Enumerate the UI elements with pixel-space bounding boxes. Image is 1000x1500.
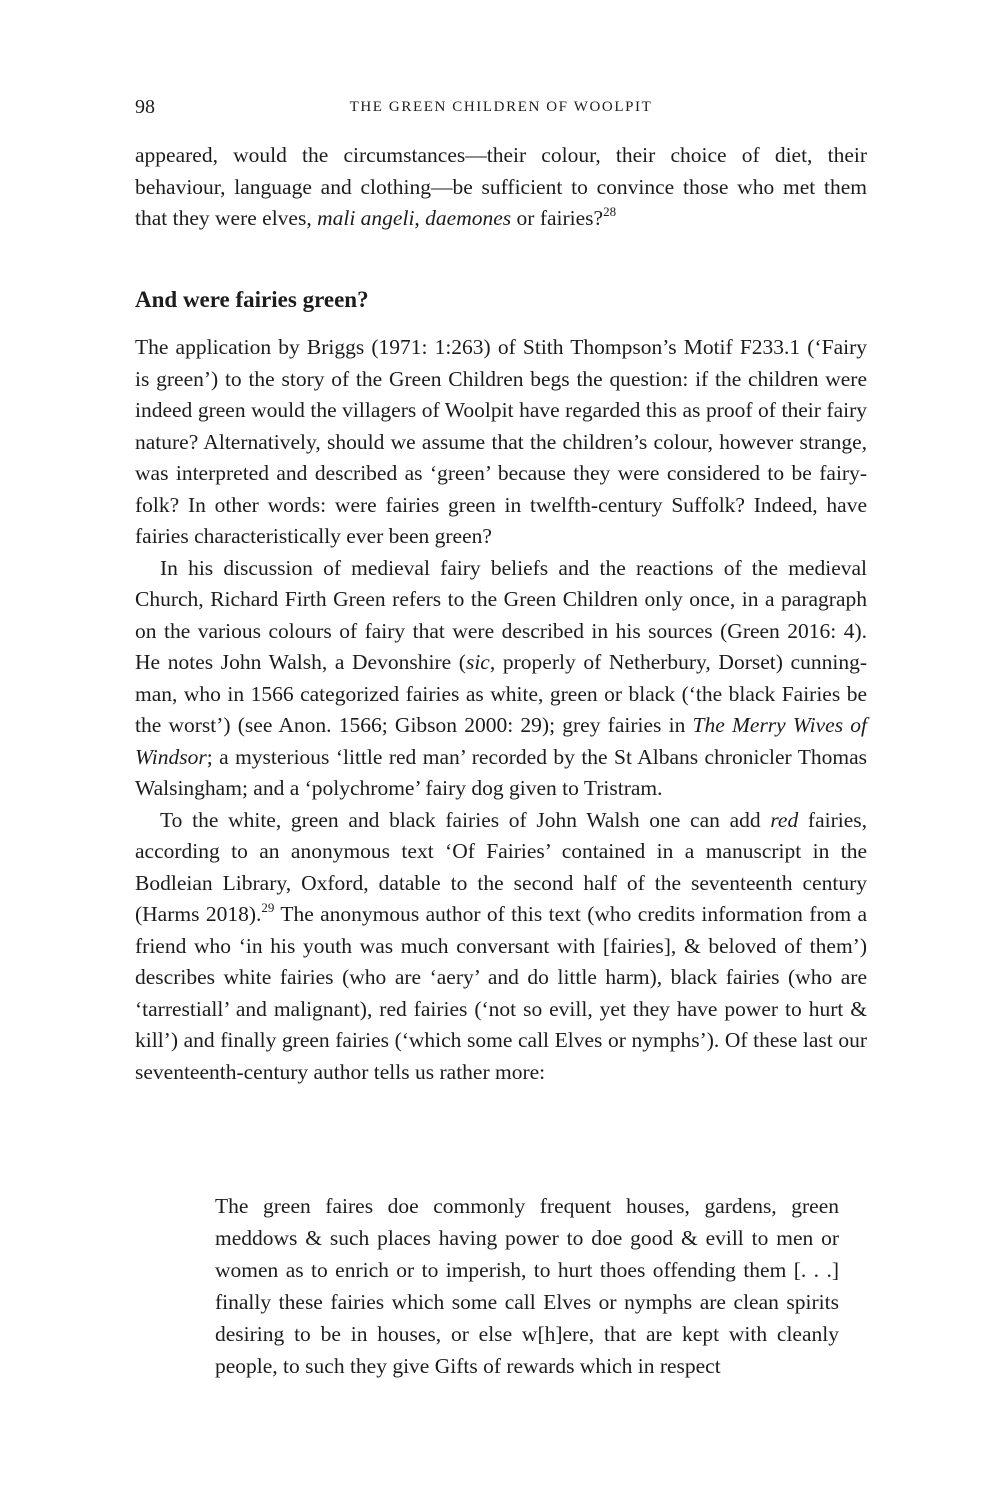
- paragraph-3: [135, 805, 867, 1089]
- footnote-ref-28: 28: [603, 204, 617, 219]
- opening-italic-1: mali angeli: [317, 206, 415, 230]
- paragraph-2-text-3: ; a mysterious ‘little red man’ recorded by the St Albans chronicler Thomas Walsingham; and a ‘polychrome’ fairy dog given to Tristram.: [135, 744, 867, 800]
- paragraph-2-text-1: In his discussion of medieval fairy beliefs and the reactions of the medieval Church, Richard Firth Green refers to the Green Children only once, in a paragraph on the various colours of fairy that were described in his sources (Green 2016: 4). He notes John Walsh, a Devonshire (: [135, 555, 867, 674]
- footnote-ref-29: 29: [261, 900, 275, 915]
- paragraph-1: The application by Briggs (1971: 1:263) of Stith Thompson’s Motif F233.1 (‘Fairy is green’) to the story of the Green Children begs the question: if the children were indeed green would the villagers of Woolpit have regarded this as proof of their fairy nature? Alternatively, should we assume that the children’s colour, however strange, was interpreted and described as ‘green’ because they were considered to be fairy-folk? In other words: were fairies green in twelfth-century Suffolk? Indeed, have fairies characteristically ever been green?: [135, 335, 867, 548]
- main-text: [135, 332, 867, 1088]
- paragraph-2-text-2: , properly of Netherbury, Dorset) cunning-man, who in 1566 categorized fairies as white, green or black (‘the black Fairies be the worst’) (see Anon. 1566; Gibson 2000: 29); grey fairies in: [135, 650, 867, 737]
- paragraph-2-italic-title: The Merry Wives of Windsor: [135, 713, 867, 769]
- paragraph-3-text-3: The anonymous author of this text (who credits information from a friend who ‘in his youth was much conversant with [fairies], & beloved of them’) describes white fairies (who are ‘aery’ and do little harm), black fairies (who are ‘tarrestiall’ and malignant), red fairies (‘not so evill, yet they have power to hurt & kill’) and finally green fairies (‘which some call Elves or nymphs’). Of these last our seventeenth-century author tells us rather more:: [135, 902, 867, 1084]
- opening-text-1: appeared, would the circumstances—their colour, their choice of diet, their behaviour, language and clothing—be sufficient to convince those who met them that they were elves,: [135, 143, 867, 230]
- block-quote-text: The green faires doe commonly frequent houses, gardens, green meddows & such places having power to doe good & evill to men or women as to enrich or to imperish, to hurt thoes offending them [. . .] finally these fairies which some call Elves or nymphs are clean spirits desiring to be in houses, or else w[h]ere, that are kept with cleanly people, to such they give Gifts of rewards which in respect: [215, 1194, 839, 1378]
- paragraph-2-italic-sic: sic: [465, 650, 490, 674]
- opening-italic-2: daemones: [425, 206, 512, 230]
- opening-paragraph: [135, 140, 867, 235]
- block-quote: [215, 1190, 839, 1382]
- section-heading: And were fairies green?: [135, 287, 369, 312]
- paragraph-2: [135, 553, 867, 805]
- opening-text-2: ,: [414, 206, 426, 230]
- running-head: [135, 96, 867, 120]
- paragraph-3-text-2: fairies, according to an anonymous text ‘Of Fairies’ contained in a manuscript in the Bodleian Library, Oxford, datable to the second half of the seventeenth century (Harms 2018).: [135, 807, 868, 926]
- opening-text-3: or fairies?: [511, 206, 604, 230]
- running-title: THE GREEN CHILDREN OF WOOLPIT: [349, 99, 653, 115]
- paragraph-3-italic-red: red: [770, 807, 799, 832]
- paragraph-3-text-1: To the white, green and black fairies of John Walsh one can add: [160, 807, 771, 832]
- page-number: 98: [135, 96, 155, 118]
